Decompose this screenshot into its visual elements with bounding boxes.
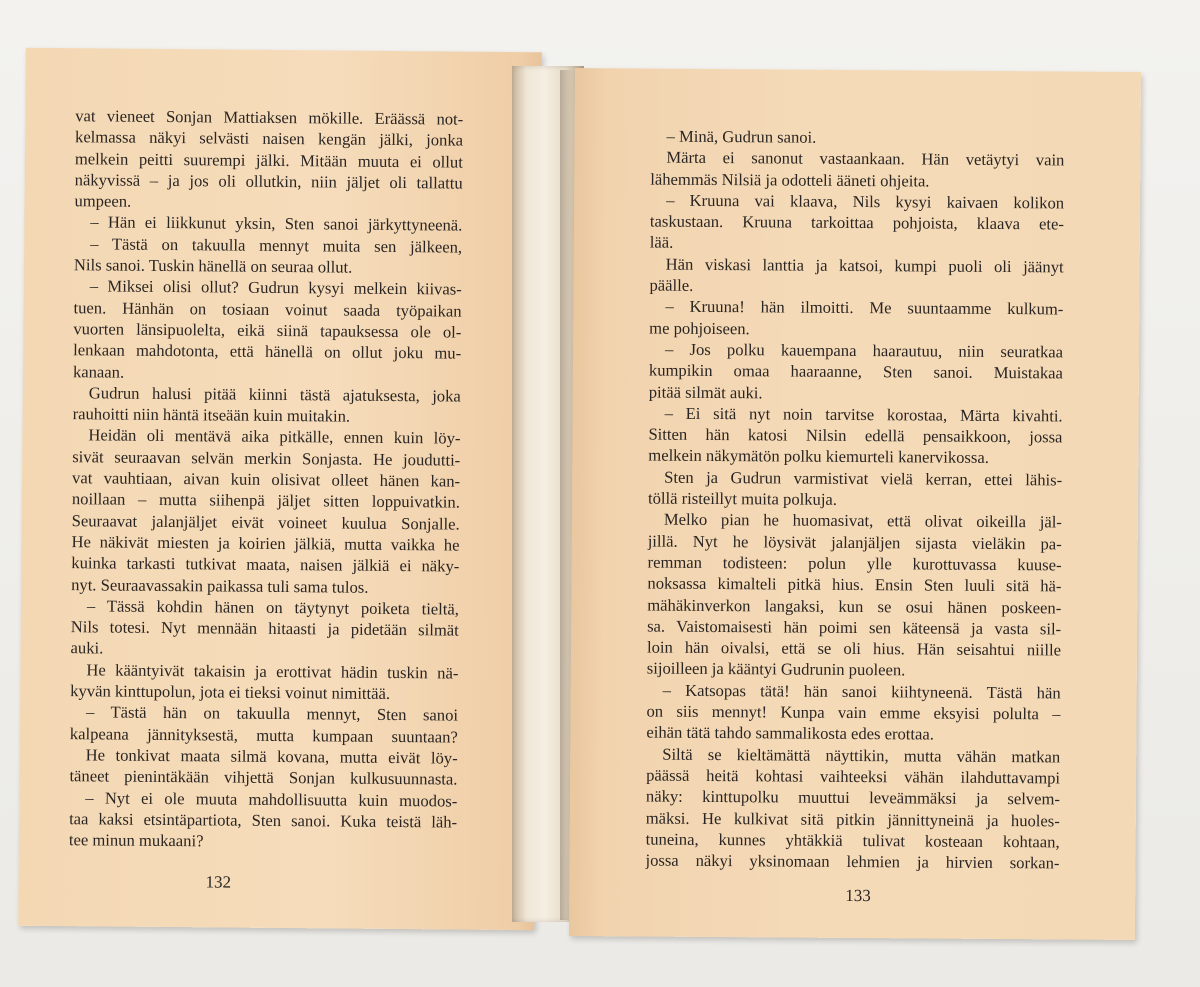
- text-line: melkein peitti suurempi jälki. Mitään muuta ei ollut: [74, 148, 463, 172]
- text-line: mäksi. He kulkivat sitä pitkin jännittyneinä ja huoles-: [645, 808, 1060, 830]
- text-line: kuinka tarkasti tutkivat maata, naisen jälkiä ei näky-: [71, 553, 460, 576]
- text-line: on siis mennyt! Kunpa vain emme eksyisi polulta –: [646, 701, 1061, 724]
- left-page-number: 132: [205, 872, 232, 892]
- text-line: – Kruuna vai klaava, Nils kysyi kaivaen kolikon: [666, 190, 1065, 213]
- text-line: Heidän oli mentävä aika pitkälle, ennen kuin löy-: [88, 425, 461, 449]
- text-line: eihän tätä tahdo sammalikosta edes erottaa.: [646, 722, 934, 744]
- text-line: umpeen.: [74, 191, 132, 211]
- text-line: Sten ja Gudrun varmistivat vielä kerran, ettei lähis-: [664, 467, 1063, 490]
- text-line: kalpeana jännityksestä, mutta kumpaan suuntaan?: [69, 723, 458, 747]
- left-page-text: [69, 105, 463, 854]
- text-line: remman todisteen: polun ylle kurottuvassa kuuse-: [647, 552, 1062, 575]
- text-line: taa kaksi etsintäpartiota, Sten sanoi. Kuka teistä läh-: [69, 808, 458, 832]
- text-line: – Tässä kohdin hänen on täytynyt poiketa tieltä,: [86, 596, 460, 619]
- text-line: päässä heitä kohtasi vaihteeksi vähän ilahduttavampi: [646, 765, 1061, 788]
- text-line: – Minä, Gudrun sanoi.: [666, 126, 817, 147]
- text-line: lenkaan mahdotonta, että hänellä on ollut joku mu-: [73, 340, 462, 363]
- text-line: kelmassa näkyi selvästi naisen kengän jälki, jonka: [74, 127, 464, 150]
- text-line: He tonkivat maata silmä kovana, mutta eivät löy-: [85, 745, 458, 768]
- text-line: He näkivät miesten ja koirien jälkiä, mutta vaikka he: [71, 532, 460, 555]
- text-line: tuneina, kunnes yhtäkkiä tulivat kosteaan kohtaan,: [645, 829, 1060, 852]
- text-line: täneet pienintäkään vihjettä Sonjan kulkusuunnasta.: [69, 766, 458, 789]
- text-line: kumpikin omaa haaraanne, Sten sanoi. Muistakaa: [648, 360, 1063, 383]
- text-line: Siltä se kieltämättä näyttikin, mutta vähän matkan: [662, 744, 1061, 767]
- text-line: – Hän ei liikkunut yksin, Sten sanoi järkyttyneenä.: [90, 212, 463, 236]
- text-line: vat vauhtiaan, aivan kuin olisivat olleet hänen kan-: [72, 468, 461, 491]
- text-line: vuorten länsipuolelta, eikä siinä tapauksessa ole ol-: [73, 319, 462, 342]
- text-line: pitää silmät auki.: [648, 382, 763, 402]
- text-line: jossa näkyi yksinomaan lehmien ja hirvien sorkan-: [645, 850, 1060, 873]
- text-line: tuen. Hänhän on tosiaan voinut saada työpaikan: [73, 297, 462, 321]
- text-line: Sitten hän katosi Nilsin edellä pensaikkoon, jossa: [648, 424, 1063, 447]
- text-line: – Tästä on takuulla mennyt muita sen jälkeen,: [90, 234, 463, 257]
- text-line: näkyvissä – ja jos oli ollutkin, niin jäljet oli tallattu: [74, 170, 463, 193]
- text-line: töllä risteillyt muita polkuja.: [647, 488, 838, 509]
- text-line: sivät seuraavan selvän merkin Sonjasta. He joudutti-: [72, 446, 461, 470]
- right-page: [569, 68, 1141, 940]
- text-line: taskustaan. Kruuna tarkoittaa pohjoista, klaava ete-: [649, 211, 1065, 234]
- text-line: – Kruuna! hän ilmoitti. Me suuntaamme kulkum-: [665, 297, 1064, 319]
- text-line: – Miksei olisi ollut? Gudrun kysyi melkein kiivas-: [89, 276, 462, 299]
- text-line: vat vieneet Sonjan Mattiaksen mökille. Eräässä not-: [75, 106, 464, 129]
- text-line: Gudrun halusi pitää kiinni tästä ajatuksesta, joka: [88, 383, 461, 406]
- text-line: – Ei sitä nyt noin tarvitse korostaa, Märta kivahti.: [664, 403, 1063, 426]
- text-line: noksassa kimalteli pitkä hius. Ensin Sten luuli sitä hä-: [647, 573, 1062, 596]
- text-line: lää.: [649, 233, 674, 253]
- text-line: Seuraavat jalanjäljet eivät voineet kuulua Sonjalle.: [71, 510, 460, 534]
- text-line: kyvän kinttupolun, jota ei tieksi voinut nimittää.: [70, 681, 391, 703]
- text-line: näky: kinttupolku muuttui leveämmäksi ja selvem-: [645, 786, 1061, 809]
- text-line: Nils totesi. Nyt mennään hitaasti ja pidetään silmät: [70, 617, 459, 640]
- text-line: Märta ei sanonut vastaankaan. Hän vetäytyi vain: [666, 147, 1065, 170]
- text-line: – Tästä hän on takuulla mennyt, Sten sanoi: [85, 702, 459, 725]
- right-page-text: [645, 126, 1064, 874]
- right-page-number: 133: [845, 885, 871, 906]
- text-line: mähäkinverkon langaksi, kun se osui hänen poskeen-: [647, 595, 1062, 617]
- text-line: – Jos polku kauempana haarautuu, niin seuratkaa: [665, 339, 1064, 362]
- text-line: Hän viskasi lanttia ja katsoi, kumpi puoli oli jäänyt: [665, 254, 1064, 277]
- left-page: [18, 48, 542, 930]
- text-line: Nils sanoi. Tuskin hänellä on seuraa ollut.: [73, 255, 353, 277]
- text-line: sa. Vaistomaisesti hän poimi sen käteensä ja vasta sil-: [647, 616, 1062, 639]
- text-line: tee minun mukaani?: [68, 830, 204, 851]
- text-line: jillä. Nyt he löysivät jalanjäljen sijasta vieläkin pa-: [647, 531, 1062, 554]
- text-line: sijoilleen ja kääntyi Gudrunin puoleen.: [646, 658, 906, 680]
- text-line: noillaan – mutta siihenpä jäljet sitten loppuivatkin.: [71, 489, 460, 512]
- text-line: nyt. Seuraavassakin paikassa tuli sama tulos.: [71, 574, 369, 597]
- text-line: auki.: [70, 638, 104, 658]
- text-line: He kääntyivät takaisin ja erottivat hädin tuskin nä-: [86, 660, 459, 683]
- text-line: kanaan.: [72, 361, 125, 382]
- text-line: – Nyt ei ole muuta mahdollisuutta kuin muodos-: [85, 787, 458, 811]
- text-line: rauhoitti niin häntä itseään kuin muitakin.: [72, 404, 351, 426]
- text-line: me pohjoiseen.: [649, 318, 750, 338]
- text-line: – Katsopas tätä! hän sanoi kiihtyneenä. Tästä hän: [662, 680, 1061, 703]
- text-line: melkein näkymätön polku kiemurteli kanervikossa.: [648, 446, 989, 468]
- text-line: päälle.: [649, 275, 694, 295]
- text-line: Melko pian he huomasivat, että olivat oikeilla jäl-: [663, 510, 1062, 532]
- text-line: lähemmäs Nilsiä ja odotteli ääneti ohjeita.: [650, 169, 930, 191]
- text-line: loin hän oivalsi, että se oli hius. Hän seisahtui niille: [646, 637, 1062, 660]
